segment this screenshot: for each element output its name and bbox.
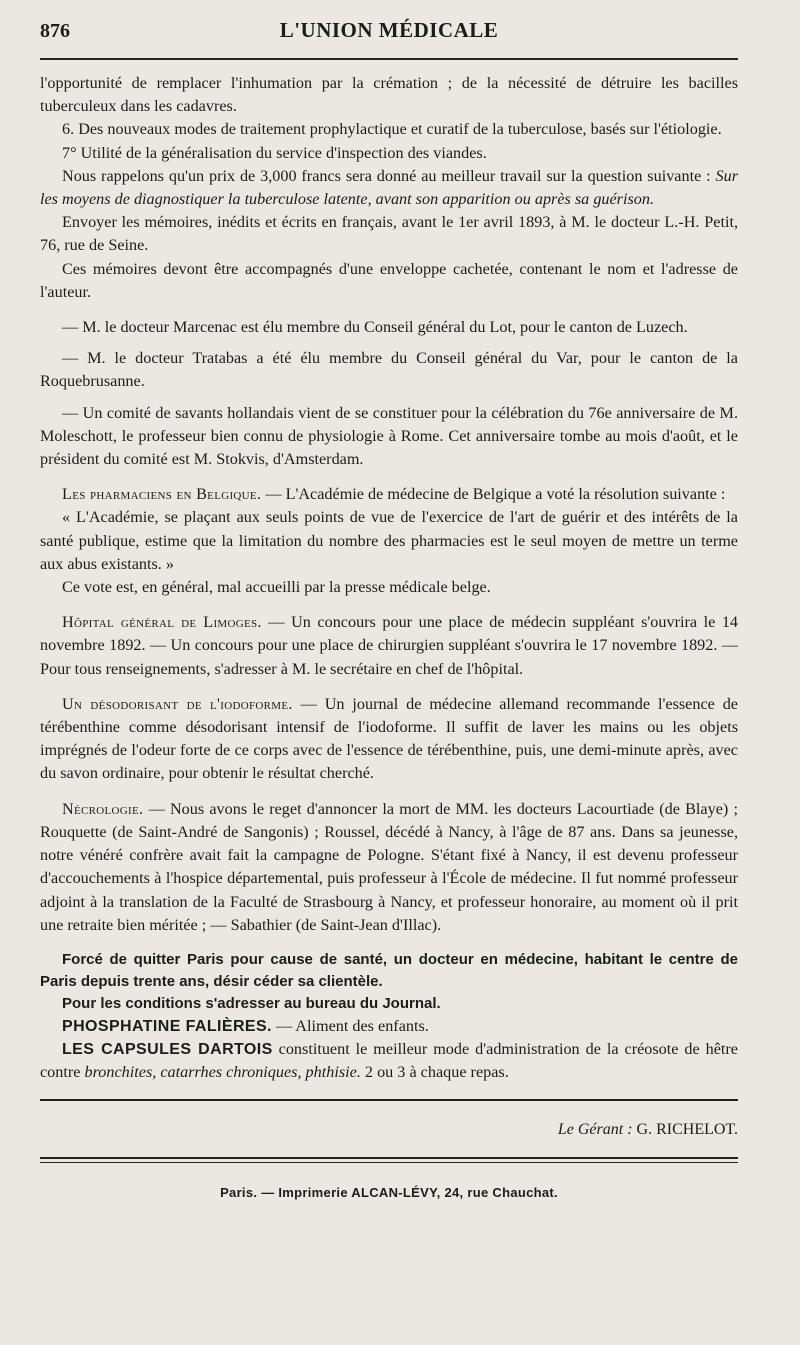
capsules-dosage: 2 ou 3 à chaque repas. — [360, 1063, 509, 1082]
prize-question: Sur les moyens de diagnostiquer la tuberculose latente, avant son apparition ou après sa guérison. — [40, 166, 738, 209]
phosphatine-text: — Aliment des enfants. — [271, 1016, 429, 1035]
iodoforme-heading: Un désodorisant de l'iodoforme. — [62, 694, 293, 713]
journal-title: L'UNION MÉDICALE — [279, 18, 499, 42]
paragraph-cremation: l'opportunité de remplacer l'inhumation par la crémation ; de la nécessité de détruire les bacilles tuberculeux dans les cadavres. — [40, 74, 738, 116]
capsules-title: LES CAPSULES DARTOIS — [62, 1041, 273, 1059]
ad-clientele: Forcé de quitter Paris pour cause de santé, un docteur en médecine, habitant le centre de Paris depuis trente ans, désir céder sa clientèle. — [40, 950, 738, 990]
imprint-rule-bottom — [40, 1162, 738, 1163]
ad-capsules — [40, 1038, 738, 1084]
paragraph-item-6: 6. Des nouveaux modes de traitement prophylactique et curatif de la tuberculose, basés sur l'étiologie. — [62, 120, 722, 139]
paragraph-iodoforme — [40, 693, 738, 786]
limoges-heading: Hôpital général de Limoges. — [62, 613, 262, 632]
pharmacies-text: — L'Académie de médecine de Belgique a voté la résolution suivante : — [261, 485, 726, 504]
ad-phosphatine — [40, 1015, 738, 1038]
gerant-name: G. RICHELOT. — [632, 1120, 738, 1138]
prize-text: Nous rappelons qu'un prix de 3,000 francs sera donné au meilleur travail sur la question suivante : — [62, 166, 716, 185]
gerant-line — [40, 1121, 738, 1139]
capsules-text: constituent le meilleur mode d'administration de la créosote de hêtre contre — [40, 1040, 738, 1082]
ad-conditions: Pour les conditions s'adresser au bureau du Journal. — [62, 994, 441, 1012]
gerant-label: Le Gérant : — [557, 1120, 633, 1138]
limoges-text: — Un concours pour une place de médecin suppléant s'ouvrira le 14 novembre 1892. — Un concours pour une place de chirurgien suppléant s'ouvrira le 17 novembre 1892. — Pour tous renseignements, s'adresser à M. le secrétaire en chef de l'hôpital. — [40, 613, 739, 678]
paragraph-pharmacies-quote: « L'Académie, se plaçant aux seuls points de vue de l'exercice de l'art de guérir et des intérêts de la santé publique, estime que la limitation du nombre des pharmacies est le seul moyen de mettre un terme aux abus existants. » — [40, 508, 738, 573]
paragraph-moleschott: — Un comité de savants hollandais vient de se constituer pour la célébration du 76e anniversaire de M. Moleschott, le professeur bien connu de physiologie à Rome. Cet anniversaire tombe au mois d'août, et le président du comité est M. Stokvis, d'Amsterdam. — [40, 403, 738, 469]
necrologie-text: — Nous avons le reget d'annoncer la mort de MM. les docteurs Lacourtiade (de Blaye) ; Rouquette (de Saint-André de Sangonis) ; Roussel, décédé à Nancy, à l'âge de 87 ans. Dans sa jeunesse, notre vénéré confrère avait fait la campagne de Pologne. S'étant fixé à Nancy, il est devenu professeur d'accouchements à l'hospice départemental, puis professeur à l'École de médecine. Il fut nommé professeur adjoint à la translation de la Faculté de Strasbourg à Nancy, et professeur honoraire, au moment où il prit une retraite bien méritée ; — Sabathier (de Saint-Jean d'Illac). — [40, 799, 738, 934]
imprint-rule-top — [40, 1157, 738, 1159]
paragraph-prize — [40, 165, 738, 211]
paragraph-submission: Envoyer les mémoires, inédits et écrits en français, avant le 1er avril 1893, à M. le docteur L.-H. Petit, 76, rue de Seine. — [40, 213, 738, 255]
article-body — [40, 72, 738, 1085]
paragraph-envelope: Ces mémoires devont être accompagnés d'une enveloppe cachetée, contenant le nom et l'adresse de l'auteur. — [40, 259, 738, 301]
paragraph-necrologie — [40, 798, 738, 937]
page-number: 876 — [40, 20, 70, 42]
paragraph-pharmacies-vote: Ce vote est, en général, mal accueilli par la presse médicale belge. — [62, 578, 491, 597]
capsules-ailments: bronchites, catarrhes chroniques, phthisie. — [84, 1063, 361, 1082]
necrologie-heading: Nécrologie. — [62, 799, 144, 818]
paragraph-limoges — [40, 611, 738, 681]
page-header — [40, 14, 738, 44]
imprint-line: Paris. — Imprimerie ALCAN-LÉVY, 24, rue Chauchat. — [220, 1184, 558, 1200]
paragraph-marcenac: — M. le docteur Marcenac est élu membre du Conseil général du Lot, pour le canton de Luzech. — [62, 318, 688, 337]
footer-rule — [40, 1099, 738, 1101]
paragraph-tratabas: — M. le docteur Tratabas a été élu membre du Conseil général du Var, pour le canton de la Roquebrusanne. — [40, 349, 738, 391]
iodoforme-text: — Un journal de médecine allemand recommande l'essence de térébenthine comme désodorisant intensif de l'iodoforme. Il suffit de laver les mains ou les objets imprégnés de l'odeur forte de ce corps avec de l'essence de térébenthine, puis, une demi-minute après, avec du savon ordinaire, pour obtenir le résultat cherché. — [40, 694, 738, 783]
phosphatine-title: PHOSPHATINE FALIÈRES. — [62, 1017, 272, 1035]
paragraph-item-7: 7° Utilité de la généralisation du service d'inspection des viandes. — [62, 143, 487, 162]
paragraph-pharmacies — [40, 483, 738, 506]
header-rule — [40, 58, 738, 60]
pharmacies-heading: Les pharmaciens en Belgique. — [62, 485, 262, 504]
